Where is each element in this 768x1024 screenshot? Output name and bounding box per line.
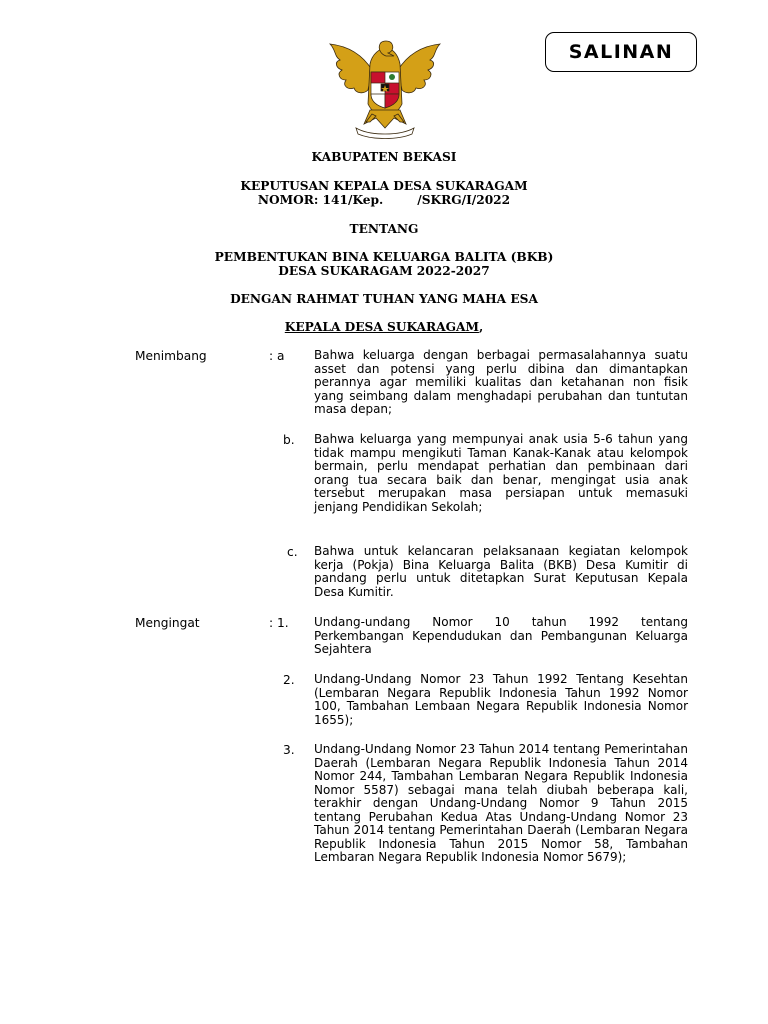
mengingat-marker-2: 2. [283, 673, 295, 687]
menimbang-item-a: Bahwa keluarga dengan berbagai permasalahannya suatu asset dan potensi yang perlu dibina dan dimantapkan perannya agar memiliki kualitas dan ketahanan non fisik yang seimbang dalam menghadapi perubahan dan tuntutan masa depan; [314, 348, 688, 416]
mengingat-marker-3: 3. [283, 743, 295, 757]
about-label: TENTANG [349, 222, 419, 236]
mengingat-label: Mengingat [135, 616, 200, 630]
official-name: KEPALA DESA SUKARAGAM [284, 320, 479, 334]
menimbang-marker-a: : a [269, 349, 285, 363]
subject-line-2: DESA SUKARAGAM 2022-2027 [278, 264, 490, 278]
mengingat-item-2: Undang-Undang Nomor 23 Tahun 1992 Tentang Kesehtan (Lembaran Negara Republik Indonesia Tahun 1992 Nomor 100, Tambahan Lembaan Negara Republik Indonesia Nomor 1655); [314, 672, 688, 727]
salinan-stamp: SALINAN [545, 32, 697, 72]
menimbang-marker-c: c. [287, 545, 298, 559]
grace-statement: DENGAN RAHMAT TUHAN YANG MAHA ESA [230, 292, 538, 306]
mengingat-item-1: Undang-undang Nomor 10 tahun 1992 tentang Perkembangan Kependudukan dan Pembangunan Keluarga Sejahtera [314, 615, 688, 656]
official-title [0, 320, 768, 335]
regency-title: KABUPATEN BEKASI [311, 150, 457, 164]
menimbang-item-b: Bahwa keluarga yang mempunyai anak usia 5-6 tahun yang tidak mampu mengikuti Taman Kanak-Kanak atau kelompok bermain, perlu mendapat perhatian dan pembinaan dari orang tua secara baik dan benar, mengingat usia anak tersebut merupakan masa persiapan untuk memasuki jenjang Pendidikan Sekolah; [314, 432, 688, 514]
menimbang-item-c: Bahwa untuk kelancaran pelaksanaan kegiatan kelompok kerja (Pokja) Bina Keluarga Balita (BKB) Desa Kumitir di pandang perlu untuk ditetapkan Surat Keputusan Kepala Desa Kumitir. [314, 544, 688, 599]
official-suffix: , [478, 320, 484, 334]
decision-title: KEPUTUSAN KEPALA DESA SUKARAGAM [240, 179, 528, 193]
mengingat-item-3: Undang-Undang Nomor 23 Tahun 2014 tentang Pemerintahan Daerah (Lembaran Negara Republik Indonesia Tahun 2014 Nomor 244, Tambahan Lembaran Negara Republik Indonesia Nomor 5587) sebagai mana telah diubah beberapa kali, terakhir dengan Undang-Undang Nomor 9 Tahun 2015 tentang Perubahan Kedua Atas Undang-Undang Nomor 23 Tahun 2014 tentang Pemerintahan Daerah (Lembaran Negara Republik Indonesia Tahun 2015 Nomor 58, Tambahan Lembaran Negara Republik Indonesia Nomor 5679); [314, 742, 688, 864]
menimbang-marker-b: b. [283, 433, 295, 447]
subject-line-1: PEMBENTUKAN BINA KELUARGA BALITA (BKB) [214, 250, 554, 264]
mengingat-marker-1: : 1. [269, 616, 289, 630]
decision-number: NOMOR: 141/Kep. /SKRG/I/2022 [257, 193, 511, 207]
garuda-emblem-icon [326, 40, 444, 140]
menimbang-label: Menimbang [135, 349, 207, 363]
